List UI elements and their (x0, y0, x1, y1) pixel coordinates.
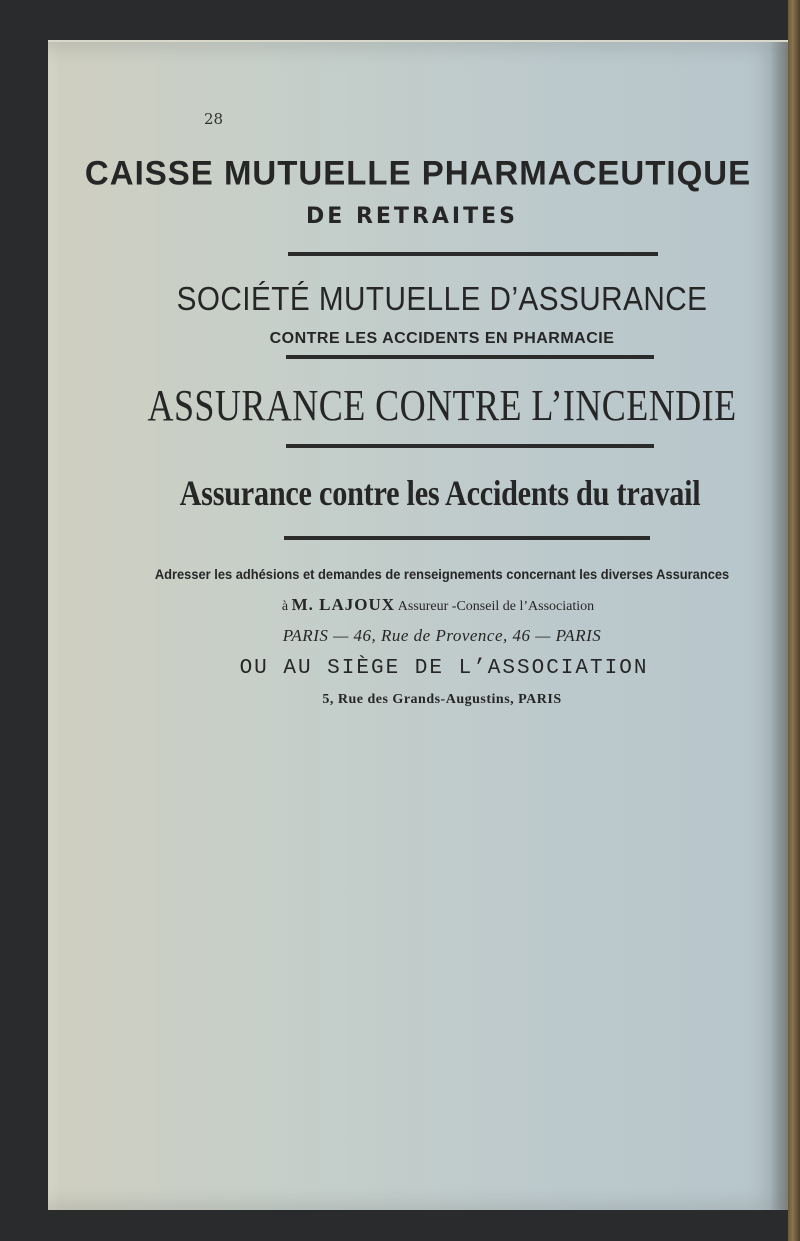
heading-caisse-mutuelle: CAISSE MUTUELLE PHARMACEUTIQUE (84, 153, 752, 192)
divider-rule (284, 536, 650, 540)
book-spine (788, 0, 800, 1241)
subheading-accidents-pharmacie: CONTRE LES ACCIDENTS EN PHARMACIE (269, 330, 615, 347)
document-page (48, 40, 788, 1210)
page-number: 28 (204, 110, 224, 128)
heading-accidents-travail: Assurance contre les Accidents du travail (179, 473, 701, 513)
heading-societe-mutuelle: SOCIÉTÉ MUTUELLE D’ASSURANCE (176, 280, 708, 317)
contact-intro: Adresser les adhésions et demandes de renseignements concernant les diverses Assurances (154, 566, 730, 582)
contact-person-line (68, 595, 800, 615)
divider-rule (286, 355, 654, 359)
contact-alternative: OU AU SIÈGE DE L’ASSOCIATION (239, 657, 649, 680)
contact-address: PARIS — 46, Rue de Provence, 46 — PARIS (282, 626, 602, 645)
heading-de-retraites: DE RETRAITES (306, 204, 518, 229)
contact-role: Assureur -Conseil de l’Association (397, 599, 595, 614)
heading-assurance-incendie: ASSURANCE CONTRE L’INCENDIE (147, 381, 737, 430)
contact-alternative-address: 5, Rue des Grands-Augustins, PARIS (322, 692, 562, 707)
contact-name: M. LAJOUX (291, 595, 396, 614)
divider-rule (288, 252, 658, 256)
divider-rule (286, 444, 654, 448)
contact-prefix: à (281, 599, 289, 614)
